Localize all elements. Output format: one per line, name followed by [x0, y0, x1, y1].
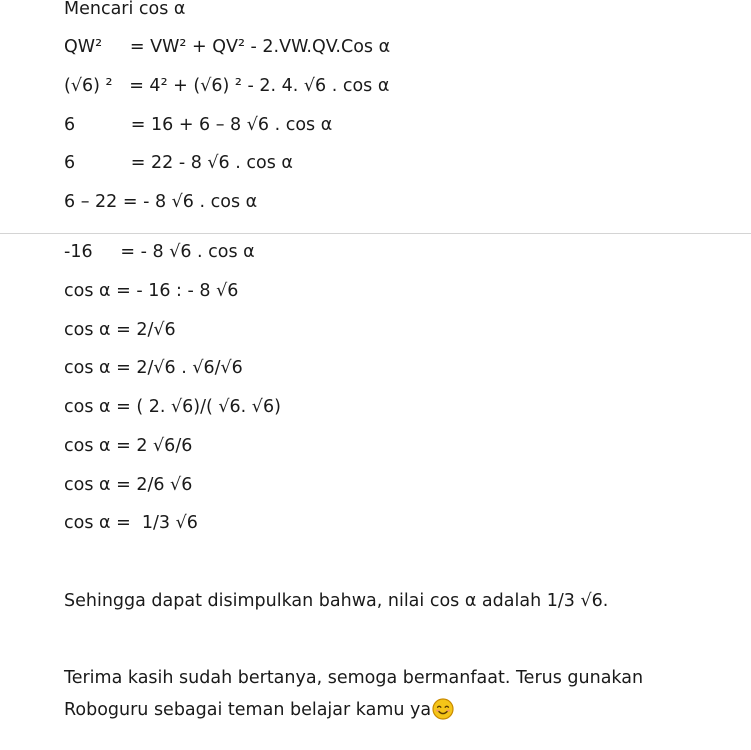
equation-line: (√6) ² = 4² + (√6) ² - 2. 4. √6 . cos α — [64, 76, 390, 96]
smiling-face-icon — [432, 698, 454, 720]
closing-text: Roboguru sebagai teman belajar kamu ya — [64, 700, 432, 720]
conclusion-text: Sehingga dapat disimpulkan bahwa, nilai cos α adalah 1/3 √6. — [64, 591, 609, 611]
closing-text-line2 — [64, 698, 454, 721]
equation-line: cos α = 2/√6 — [64, 320, 176, 340]
equation-line: cos α = 2/√6 . √6/√6 — [64, 358, 243, 378]
equation-line: 6 – 22 = - 8 √6 . cos α — [64, 192, 258, 212]
equation-line: cos α = ( 2. √6)/( √6. √6) — [64, 397, 281, 417]
equation-line: cos α = 2/6 √6 — [64, 475, 193, 495]
closing-text-line1: Terima kasih sudah bertanya, semoga bermanfaat. Terus gunakan — [64, 668, 644, 688]
equation-line: QW² = VW² + QV² - 2.VW.QV.Cos α — [64, 37, 391, 57]
equation-line: cos α = - 16 : - 8 √6 — [64, 281, 239, 301]
equation-line: cos α = 2 √6/6 — [64, 436, 193, 456]
equation-line: cos α = 1/3 √6 — [64, 513, 198, 533]
heading-line: Mencari cos α — [64, 0, 186, 19]
equation-line: 6 = 22 - 8 √6 . cos α — [64, 153, 293, 173]
page-break-divider — [0, 233, 751, 234]
equation-line: -16 = - 8 √6 . cos α — [64, 242, 255, 262]
equation-line: 6 = 16 + 6 – 8 √6 . cos α — [64, 115, 333, 135]
